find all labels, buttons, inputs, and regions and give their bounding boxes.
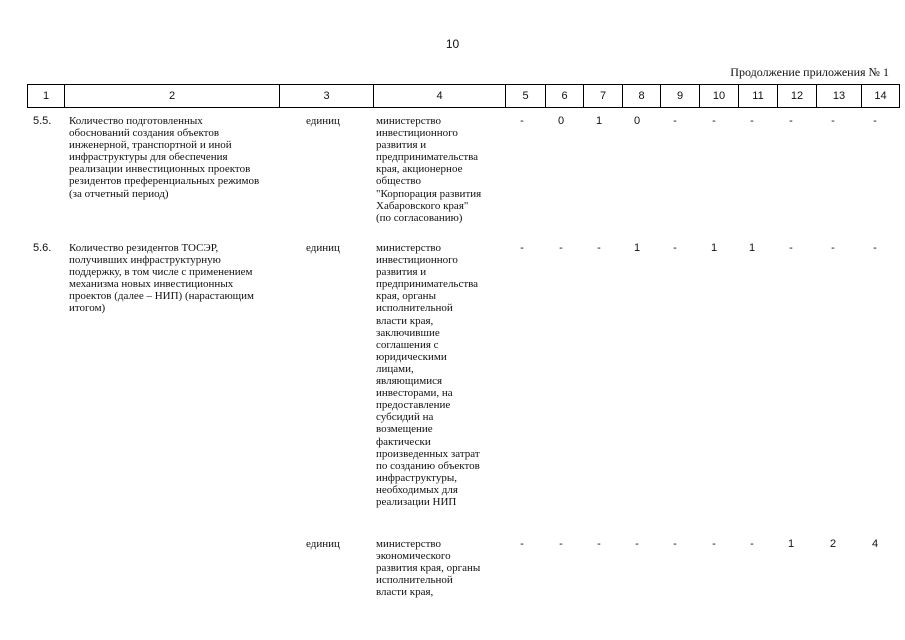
value-col-7: - [597, 538, 601, 550]
header-row-table [27, 84, 900, 108]
continuation-label: Продолжение приложения № 1 [730, 65, 889, 79]
unit-cell: единиц [306, 538, 340, 550]
value-col-10: 1 [710, 242, 718, 254]
row-number: 5.5. [33, 115, 52, 127]
value-col-12: 1 [787, 538, 795, 550]
column-header-7: 7 [584, 85, 623, 108]
value-col-7: 1 [595, 115, 603, 127]
row-number: 5.6. [33, 242, 52, 254]
value-col-13: - [831, 115, 835, 127]
value-col-9: - [673, 115, 677, 127]
unit-cell: единиц [306, 242, 340, 254]
value-col-14: 4 [871, 538, 879, 550]
indicator-name: Количество резидентов ТОСЭР, получивших инфраструктурную поддержку, в том числе с применением механизма новых инвестиционных проектов (далее – НИП) (нарастающим итогом) [69, 242, 255, 315]
value-col-14: - [873, 242, 877, 254]
value-col-8: 1 [633, 242, 641, 254]
column-header-11: 11 [739, 85, 778, 108]
value-col-11: - [750, 538, 754, 550]
value-col-12: - [789, 242, 793, 254]
value-col-8: 0 [633, 115, 641, 127]
column-header-5: 5 [506, 85, 546, 108]
value-col-11: 1 [748, 242, 756, 254]
value-col-5: - [520, 115, 524, 127]
value-col-11: - [750, 115, 754, 127]
value-col-5: - [520, 538, 524, 550]
value-col-13: - [831, 242, 835, 254]
value-col-6: - [559, 538, 563, 550]
value-col-10: - [712, 115, 716, 127]
value-col-9: - [673, 242, 677, 254]
column-header-2: 2 [65, 85, 280, 108]
value-col-9: - [673, 538, 677, 550]
value-col-14: - [873, 115, 877, 127]
column-header-14: 14 [862, 85, 900, 108]
responsible-cell: министерство экономического развития края, органы исполнительной власти края, [376, 538, 481, 599]
value-col-13: 2 [829, 538, 837, 550]
column-header-4: 4 [374, 85, 506, 108]
column-header-12: 12 [778, 85, 817, 108]
column-header-9: 9 [661, 85, 700, 108]
column-header-8: 8 [623, 85, 661, 108]
indicator-name: Количество подготовленных обоснований создания объектов инженерной, транспортной и иной инфраструктуры для обеспечения реализации инвестиционных проектов резидентов преференциальных режимов (за отчетный период) [69, 115, 260, 200]
page-number: 10 [445, 37, 460, 51]
column-header-6: 6 [546, 85, 584, 108]
responsible-cell: министерство инвестиционного развития и предпринимательства края, органы исполнительной власти края, заключившие соглашения с юридическими лицами, являющимися инвесторами, на предоставление субсидий на возмещение фактически произведенных затрат по созданию объектов инфраструктуры, необходимых для реализации НИП [376, 242, 480, 508]
column-header-13: 13 [817, 85, 862, 108]
value-col-5: - [520, 242, 524, 254]
column-header-3: 3 [280, 85, 374, 108]
value-col-8: - [635, 538, 639, 550]
value-col-6: - [559, 242, 563, 254]
column-header-1: 1 [28, 85, 65, 108]
value-col-6: 0 [557, 115, 565, 127]
column-header-10: 10 [700, 85, 739, 108]
value-col-10: - [712, 538, 716, 550]
value-col-12: - [789, 115, 793, 127]
value-col-7: - [597, 242, 601, 254]
unit-cell: единиц [306, 115, 340, 127]
responsible-cell: министерство инвестиционного развития и предпринимательства края, акционерное общество "Корпорация развития Хабаровского края" (по согласованию) [376, 115, 482, 224]
